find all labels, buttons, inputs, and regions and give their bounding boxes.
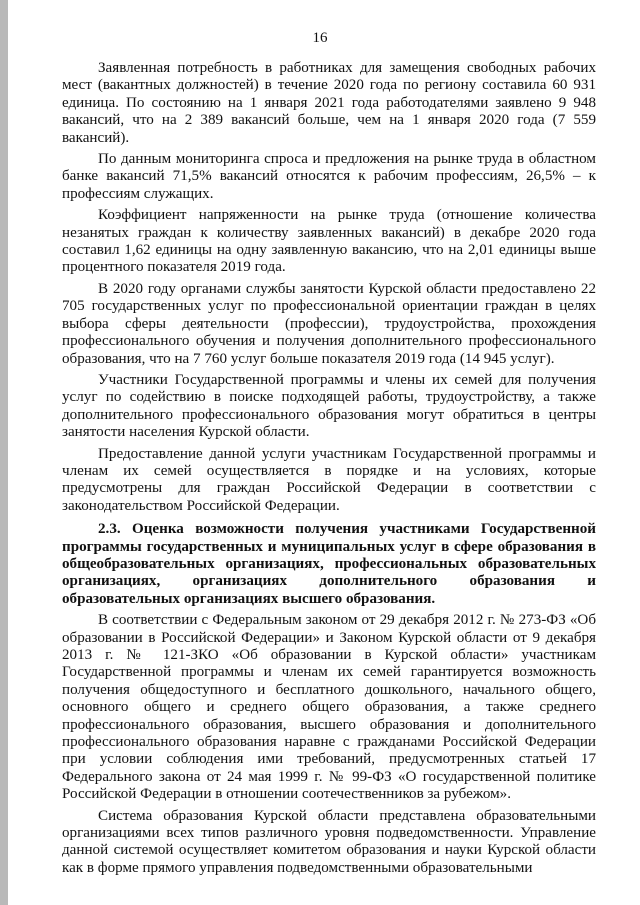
page-number: 16	[312, 30, 328, 46]
scan-edge	[0, 0, 8, 905]
paragraph-education-system: Система образования Курской области представлена образовательными организациями всех типов различного уровня подведомственности. Управление данной системой осуществляет комитетом образования и науки Курской области как в форме прямого управления подведомственными образовательными	[62, 807, 596, 876]
paragraph-monitoring: По данным мониторинга спроса и предложения на рынке труда в областном банке вакансий 71,5% вакансий относятся к рабочим профессиям, 26,5% – к профессиям служащих.	[62, 151, 596, 202]
paragraph-career-guidance: В 2020 году органами службы занятости Курской области предоставлено 22 705 государственных услуг по профессиональной ориентации граждан в целях выбора сферы деятельности (профессии), трудоустройства, прохождения профессионального обучения и получения дополнительного профессионального образования, что на 7 760 услуг больше показателя 2019 года (14 945 услуг).	[62, 280, 596, 367]
paragraph-tension-coefficient: Коэффициент напряженности на рынке труда (отношение количества незанятых граждан к количеству заявленных вакансий) в декабре 2020 года составил 1,62 единицы на одну заявленную вакансию, что на 2,01 единицы выше процентного показателя 2019 года.	[62, 207, 596, 276]
section-heading: 2.3. Оценка возможности получения участниками Государственной программы государственных и муниципальных услуг в сфере образования в общеобразовательных организациях, профессиональных образовательных организациях, организациях дополнительного образования и образовательных организациях высшего образования.	[62, 521, 596, 607]
paragraph-service-provision: Предоставление данной услуги участникам Государственной программы и членам их семей осуществляется в порядке и на условиях, которые предусмотрены для граждан Российской Федерации в соответствии с законодательством Российской Федерации.	[62, 445, 596, 514]
paragraph-employment-assistance: Участники Государственной программы и члены их семей для получения услуг по содействию в поиске подходящей работы, трудоустройству, а также дополнительного профессионального образования могут обратиться в центры занятости населения Курской области.	[62, 371, 596, 441]
paragraph-vacancies: Заявленная потребность в работниках для замещения свободных рабочих мест (вакантных должностей) в течение 2020 года по региону составила 60 931 единица. По состоянию на 1 января 2021 года работодателями заявлено 9 948 вакансий, что на 2 389 вакансий больше, чем на 1 января 2020 года (7 559 вакансий).	[62, 60, 596, 146]
document-body	[62, 60, 596, 877]
paragraph-education-law: В соответствии с Федеральным законом от 29 декабря 2012 г. № 273-ФЗ «Об образовании в Российской Федерации» и Законом Курской области от 9 декабря 2013 г. № 121-ЗКО «Об образовании в Курской области» участникам Государственной программы и членам их семей гарантируется возможность получения общедоступного и бесплатного дошкольного, начального общего, основного общего и среднего общего образования, а также среднего профессионального образования, высшего образования и дополнительного профессионального образования наравне с гражданами Российской Федерации при условии соблюдения ими требований, предусмотренных статьей 17 Федерального закона от 24 мая 1999 г. № 99-ФЗ «О государственной политике Российской Федерации в отношении соотечественников за рубежом».	[62, 612, 596, 803]
